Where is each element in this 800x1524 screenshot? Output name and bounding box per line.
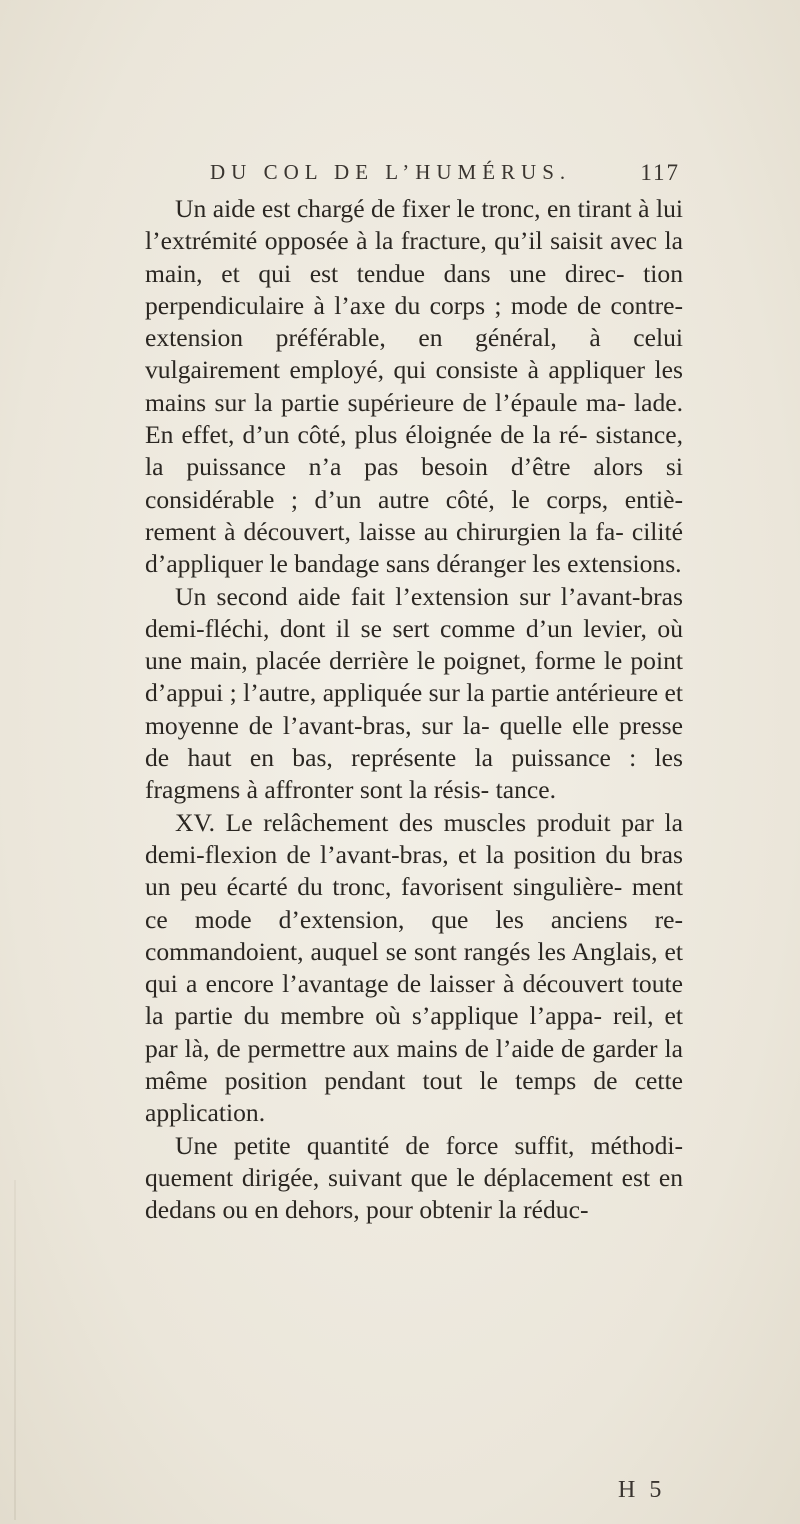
running-title: DU COL DE L’HUMÉRUS. bbox=[210, 160, 572, 184]
page-number: 117 bbox=[640, 160, 680, 185]
paragraph-4: Une petite quantité de force suffit, méthodi- quement dirigée, suivant que le déplacement est en dedans ou en dehors, pour obtenir la réduc- bbox=[145, 1130, 683, 1225]
body-text bbox=[145, 193, 683, 1227]
page-fold-shadow bbox=[14, 1180, 16, 1520]
paragraph-2: Un second aide fait l’extension sur l’avant-bras demi-fléchi, dont il se sert comme d’un levier, où une main, placée derrière le poignet, forme le point d’appui ; l’autre, appliquée sur la partie antérieure et moyenne de l’avant-bras, sur la- quelle elle presse de haut en bas, représente la puissance : les fragmens à affronter sont la résis- tance. bbox=[145, 581, 683, 805]
paragraph-1: Un aide est chargé de fixer le tronc, en tirant à lui l’extrémité opposée à la fracture, qu’il saisit avec la main, et qui est tendue dans une direc- tion perpendiculaire à l’axe du corps ; mode de contre-extension préférable, en général, à celui vulgairement employé, qui consiste à appliquer les mains sur la partie supérieure de l’épaule ma- lade. En effet, d’un côté, plus éloignée de la ré- sistance, la puissance n’a pas besoin d’être alors si considérable ; d’un autre côté, le corps, entiè- rement à découvert, laisse au chirurgien la fa- cilité d’appliquer le bandage sans déranger les extensions. bbox=[145, 194, 683, 579]
paragraph-3: XV. Le relâchement des muscles produit par la demi-flexion de l’avant-bras, et la position du bras un peu écarté du tronc, favorisent singulière- ment ce mode d’extension, que les anciens re- commandoient, auquel se sont rangés les Anglais, et qui a encore l’avantage de laisser à découvert toute la partie du membre où s’applique l’appa- reil, et par là, de permettre aux mains de l’aide de garder la même position pendant tout le temps de cette application. bbox=[145, 807, 683, 1128]
signature-mark: H 5 bbox=[618, 1477, 666, 1503]
running-header bbox=[210, 160, 680, 190]
